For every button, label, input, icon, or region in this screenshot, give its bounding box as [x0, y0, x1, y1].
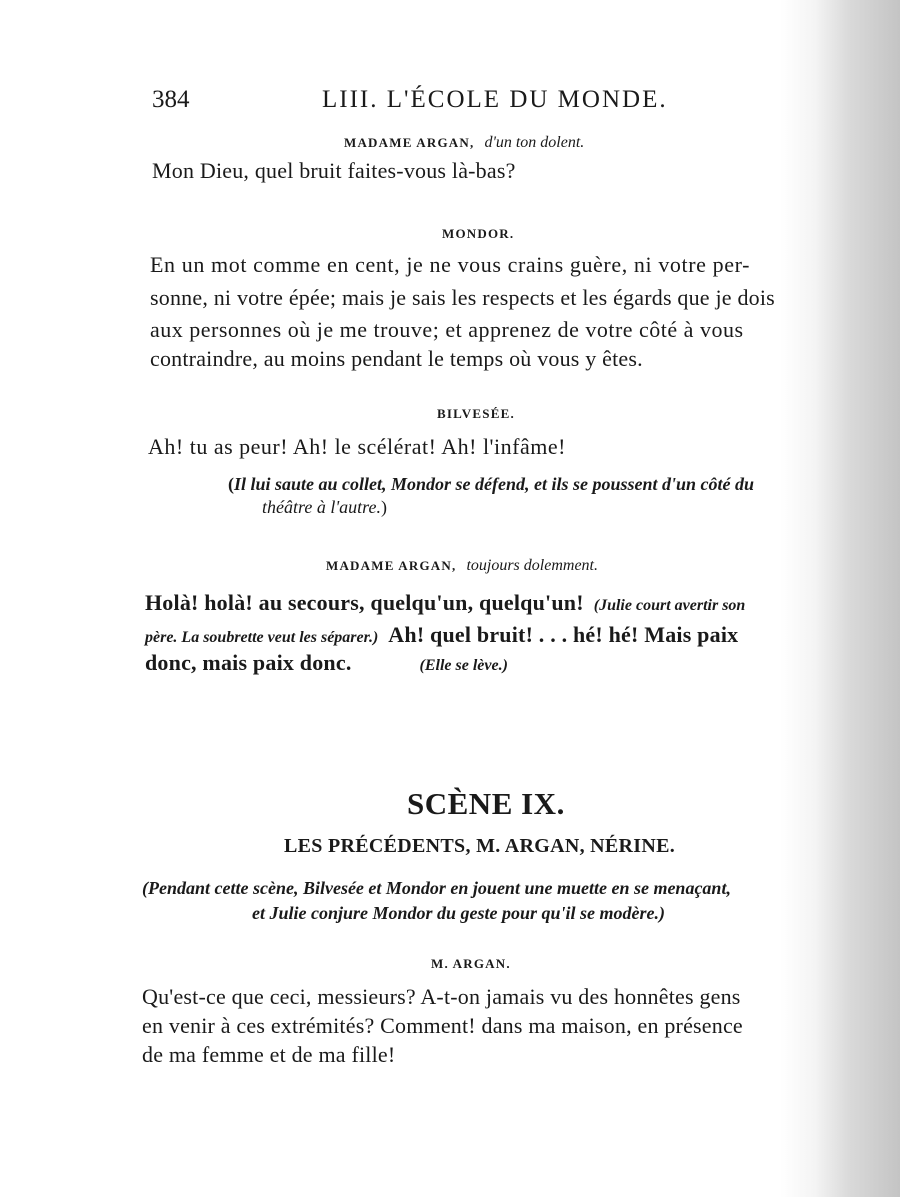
page-number: 384	[152, 86, 190, 113]
stage-text: Il lui saute au collet, Mondor se défend, et ils se poussent d'un côté du	[234, 474, 755, 494]
speaker-name: MADAME ARGAN,	[326, 558, 457, 573]
stage-direction: et Julie conjure Mondor du geste pour qu'il se modère.)	[252, 903, 666, 923]
stage-paren-open: (	[228, 474, 234, 494]
scene-title: SCÈNE IX.	[407, 786, 565, 821]
stage-direction: (Julie court avertir son	[593, 597, 746, 614]
speaker-heading	[344, 134, 584, 152]
dialogue-line: de ma femme et de ma fille!	[142, 1042, 396, 1067]
stage-direction	[228, 474, 754, 495]
stage-direction: père. La soubrette veut les séparer.)	[145, 629, 379, 646]
dialogue-text: Ah! quel bruit! . . . hé! hé! Mais paix	[388, 622, 739, 647]
stage-direction	[262, 497, 387, 518]
dialogue-line	[145, 590, 745, 616]
dialogue-line: contraindre, au moins pendant le temps où vous y êtes.	[150, 346, 643, 371]
dialogue-line: aux personnes où je me trouve; et apprenez de votre côté à vous	[150, 317, 744, 342]
speaker-direction: toujours dolemment.	[466, 557, 598, 574]
dialogue-line: En un mot comme en cent, je ne vous crains guère, ni votre per-	[150, 252, 751, 277]
stage-text: théâtre à l'autre.	[262, 497, 381, 517]
dialogue-text: Holà! holà! au secours, quelqu'un, quelqu'un!	[145, 590, 584, 615]
dialogue-line: sonne, ni votre épée; mais je sais les respects et les égards que je dois	[150, 285, 775, 310]
dialogue-line: Qu'est-ce que ceci, messieurs? A-t-on jamais vu des honnêtes gens	[142, 984, 741, 1009]
dialogue-text: donc, mais paix donc.	[145, 650, 352, 675]
speaker-name: MONDOR.	[442, 226, 515, 241]
stage-paren-close: )	[381, 497, 387, 517]
speaker-direction: d'un ton dolent.	[484, 134, 585, 151]
speaker-name: BILVESÉE.	[437, 406, 515, 421]
speaker-name: M. ARGAN.	[431, 956, 511, 971]
dialogue-line: Mon Dieu, quel bruit faites-vous là-bas?	[152, 158, 516, 183]
speaker-name: MADAME ARGAN,	[344, 135, 475, 150]
dialogue-line	[145, 622, 738, 648]
running-head: LIII. L'ÉCOLE DU MONDE.	[322, 86, 668, 113]
scene-characters: LES PRÉCÉDENTS, M. ARGAN, NÉRINE.	[284, 835, 676, 857]
stage-direction: (Pendant cette scène, Bilvesée et Mondor en jouent une muette en se menaçant,	[142, 878, 731, 898]
dialogue-line	[145, 650, 508, 676]
speaker-heading	[326, 557, 598, 575]
dialogue-line: en venir à ces extrémités? Comment! dans ma maison, en présence	[142, 1013, 743, 1038]
stage-direction: (Elle se lève.)	[419, 657, 508, 674]
dialogue-line: Ah! tu as peur! Ah! le scélérat! Ah! l'infâme!	[148, 434, 566, 459]
